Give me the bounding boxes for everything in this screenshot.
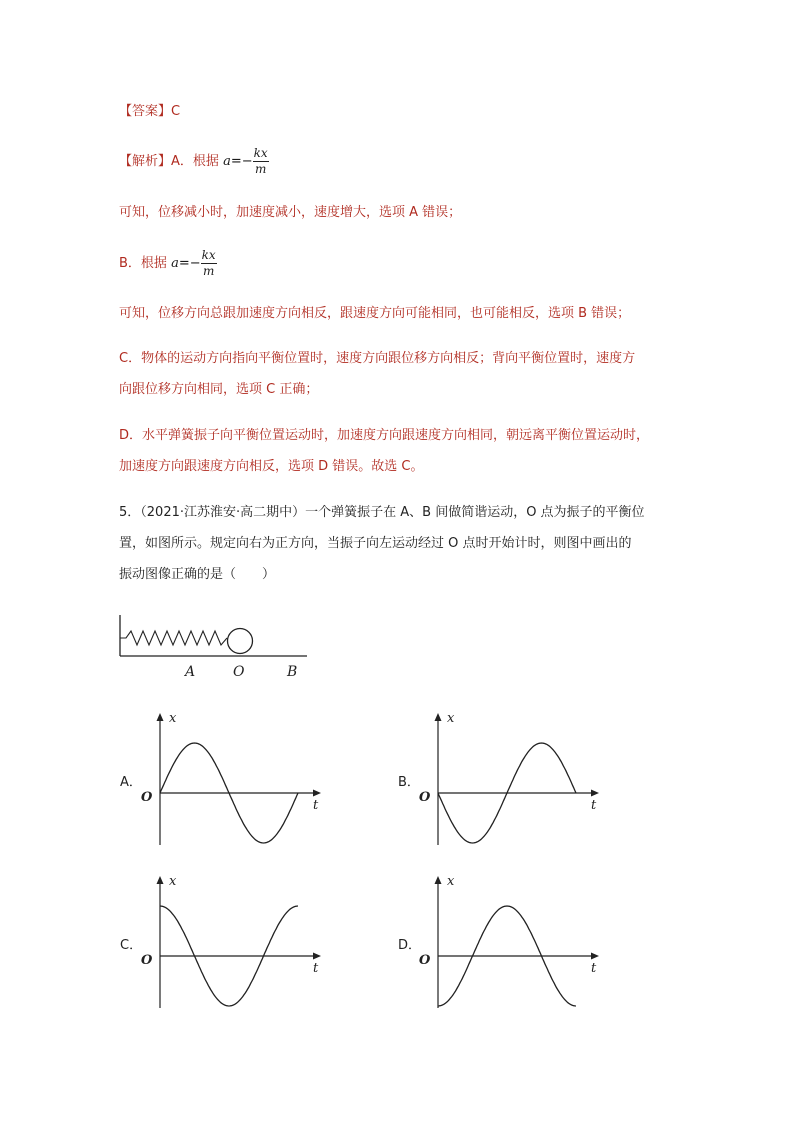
origin-label: O [419,790,431,805]
formula-b-numerator: kx [201,248,216,262]
analysis-c-text-2: 向跟位移方向相同，选项 C 正确； [119,382,319,397]
origin-label: O [419,953,431,968]
formula-b-denominator: m [202,264,215,278]
formula-b-fraction [201,248,217,279]
formula-eq: =− [230,154,253,169]
option-c-label: C． [120,938,143,953]
analysis-b-text: 可知，位移方向总跟加速度方向相反，跟速度方向可能相同，也可能相反，选项 B 错误； [119,306,631,321]
analysis-c-text-1: C．物体的运动方向指向平衡位置时，速度方向跟位移方向相反；背向平衡位置时，速度方 [119,351,636,366]
x-axis-arrow [157,713,164,721]
option-b-label: B． [398,775,420,790]
option-d-label: D． [398,938,422,953]
origin-label: O [141,953,153,968]
t-axis-label: t [313,798,319,813]
x-axis-label: x [169,711,177,726]
x-axis-label: x [447,874,455,889]
formula-denominator: m [254,162,267,176]
t-axis-arrow [591,953,599,960]
analysis-d-text-2: 加速度方向跟速度方向相反，选项 D 错误。故选 C。 [119,459,424,474]
formula-b-eq: =− [178,256,201,271]
option-a-label: A． [120,775,142,790]
t-axis-label: t [313,961,319,976]
x-axis-label: x [169,874,177,889]
option-d-graph [395,868,605,1013]
point-a-label: A [185,664,196,680]
t-axis-label: t [591,798,597,813]
x-axis-arrow [435,713,442,721]
answer-line [119,102,180,122]
option-a-graph [117,705,327,850]
formula-b-lhs: a [171,256,179,271]
analysis-tag: 【解析】 [119,154,172,169]
analysis-b-intro: B．根据 [119,256,167,271]
x-axis-arrow [435,876,442,884]
formula-fraction [253,146,269,177]
origin-label: O [141,790,153,805]
analysis-a-text: 可知，位移减小时，加速度减小，速度增大，选项 A 错误； [119,205,462,220]
formula-lhs: a [223,154,231,169]
answer-value: C [171,104,181,119]
analysis-a-intro: A．根据 [171,154,219,169]
t-axis-arrow [313,790,321,797]
option-b-graph [395,705,605,850]
formula-numerator: kx [253,146,268,160]
answer-tag: 【答案】 [119,104,172,119]
analysis-d-text-1: D．水平弹簧振子向平衡位置运动时，加速度方向跟速度方向相同，朝远离平衡位置运动时， [119,428,650,443]
analysis-a-line [119,145,269,179]
question-line-2: 置，如图所示。规定向右为正方向，当振子向左运动经过 O 点时开始计时，则图中画出的 [119,536,632,551]
t-axis-arrow [313,953,321,960]
spring [120,631,227,645]
option-c-graph [117,868,327,1013]
question-line-1: 5．（2021·江苏淮安·高二期中）一个弹簧振子在 A、B 间做简谐运动，O 点为振子的平衡位 [119,505,645,520]
point-b-label: B [287,664,298,680]
point-o-label: O [233,664,245,680]
t-axis-label: t [591,961,597,976]
x-axis-arrow [157,876,164,884]
spring-oscillator-figure [112,610,317,685]
x-axis-label: x [447,711,455,726]
oscillator-ball [228,629,253,654]
t-axis-arrow [591,790,599,797]
analysis-b-line [119,247,217,281]
question-line-3: 振动图像正确的是（ ） [119,567,276,582]
